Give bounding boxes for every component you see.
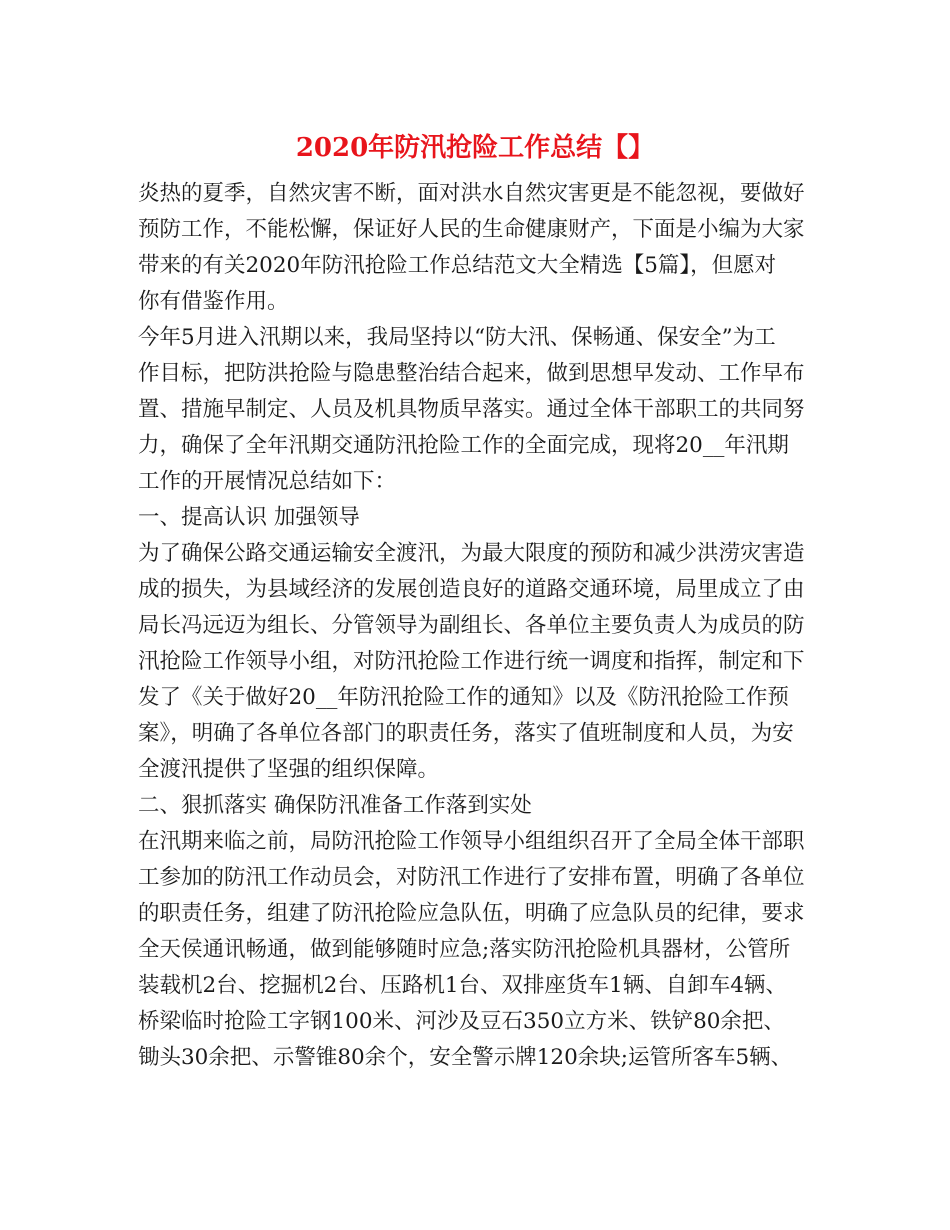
paragraph-line: 带来的有关2020年防汛抢险工作总结范文大全精选【5篇】，但愿对 xyxy=(138,253,777,278)
paragraph-line: 全渡汛提供了坚强的组织保障。 xyxy=(138,757,440,782)
paragraph-line: 在汛期来临之前，局防汛抢险工作领导小组组织召开了全局全体干部职 xyxy=(138,829,805,854)
paragraph-line: 预防工作，不能松懈，保证好人民的生命健康财产，下面是小编为大家 xyxy=(138,217,805,242)
paragraph-line: 锄头30余把、示警锥80余个，安全警示牌120余块;运管所客车5辆、 xyxy=(138,1045,793,1070)
paragraph-line: 力，确保了全年汛期交通防汛抢险工作的全面完成，现将20__年汛期 xyxy=(138,433,789,458)
paragraph-line: 桥梁临时抢险工字钢100米、河沙及豆石350立方米、铁铲80余把、 xyxy=(138,1009,785,1034)
paragraph-line: 你有借鉴作用。 xyxy=(138,289,289,314)
paragraph-line: 装载机2台、挖掘机2台、压路机1台、双排座货车1辆、自卸车4辆、 xyxy=(138,973,787,998)
paragraph-line: 炎热的夏季，自然灾害不断，面对洪水自然灾害更是不能忽视，要做好 xyxy=(138,181,805,206)
paragraph-line: 置、措施早制定、人员及机具物质早落实。通过全体干部职工的共同努 xyxy=(138,397,805,422)
paragraph-line: 全天侯通讯畅通，做到能够随时应急;落实防汛抢险机具器材，公管所 xyxy=(138,937,791,962)
document-title: 2020年防汛抢险工作总结【】 xyxy=(295,133,655,163)
section-heading: 一、提高认识 加强领导 xyxy=(138,505,360,530)
paragraph-line: 局长冯远迈为组长、分管领导为副组长、各单位主要负责人为成员的防 xyxy=(138,613,805,638)
paragraph-line: 工作的开展情况总结如下： xyxy=(138,469,397,494)
paragraph-line: 汛抢险工作领导小组，对防汛抢险工作进行统一调度和指挥，制定和下 xyxy=(138,649,805,674)
paragraph-line: 成的损失，为县域经济的发展创造良好的道路交通环境，局里成立了由 xyxy=(138,577,805,602)
paragraph-line: 工参加的防汛工作动员会，对防汛工作进行了安排布置，明确了各单位 xyxy=(138,865,805,890)
paragraph-line: 案》，明确了各单位各部门的职责任务，落实了值班制度和人员，为安 xyxy=(138,721,794,746)
paragraph-line: 的职责任务，组建了防汛抢险应急队伍，明确了应急队员的纪律，要求 xyxy=(138,901,805,926)
paragraph-line: 发了《关于做好20__年防汛抢险工作的通知》以及《防汛抢险工作预 xyxy=(138,685,789,710)
document-body xyxy=(138,176,828,1076)
paragraph-line: 今年5月进入汛期以来，我局坚持以“防大汛、保畅通、保安全”为工 xyxy=(138,325,776,350)
paragraph-line: 作目标，把防洪抢险与隐患整治结合起来，做到思想早发动、工作早布 xyxy=(138,361,805,386)
section-heading: 二、狠抓落实 确保防汛准备工作落到实处 xyxy=(138,793,532,818)
paragraph-line: 为了确保公路交通运输安全渡汛，为最大限度的预防和减少洪涝灾害造 xyxy=(138,541,805,566)
